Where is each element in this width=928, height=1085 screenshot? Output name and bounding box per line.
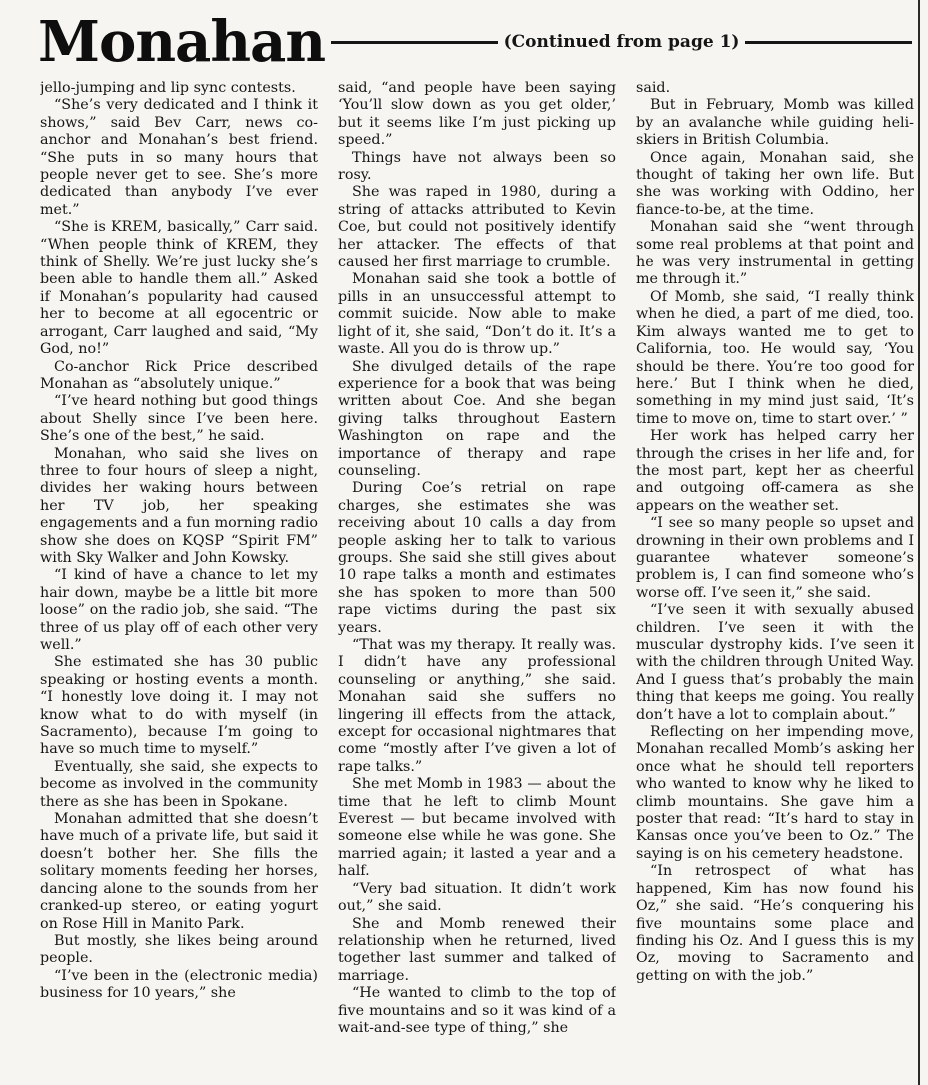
paragraph: Reflecting on her impending move, Monahan recalled Momb’s asking her once what he should tell reporters who wanted to know why he liked to climb mountains. She gave him a poster that read: “It’s hard to stay in Kansas once you’ve been to Oz.” The saying is on his cemetery headstone. (636, 724, 914, 862)
paragraph: “She’s very dedicated and I think it shows,” said Bev Carr, news co-anchor and Monahan’s best friend. “She puts in so many hours that people never get to see. She’s more dedicated than anybody I’ve ever met.” (40, 97, 318, 218)
paragraph: But mostly, she likes being around people. (40, 932, 318, 967)
paragraph: “I’ve been in the (electronic media) business for 10 years,” she (40, 967, 318, 1002)
article-header (38, 4, 918, 80)
paragraph: “That was my therapy. It really was. I didn’t have any professional counseling or anything,” she said. Monahan said she suffers no lingering ill effects from the attack, except for occasional nightmares that come “mostly after I’ve given a lot of rape talks.” (338, 637, 616, 775)
paragraph: “I kind of have a chance to let my hair down, maybe be a little bit more loose” on the radio job, she said. “The three of us play off of each other very well.” (40, 567, 318, 653)
paragraph: But in February, Momb was killed by an avalanche while guiding heli-skiers in British Columbia. (636, 97, 914, 149)
paragraph: She was raped in 1980, during a string of attacks attributed to Kevin Coe, but could not positively identify her attacker. The effects of that caused her first marriage to crumble. (338, 184, 616, 271)
header-rule-right (745, 41, 912, 44)
paragraph: Monahan said she took a bottle of pills in an unsuccessful attempt to commit suicide. Now able to make light of it, she said, “Don’t do it. It’s a waste. All you do is throw up.” (338, 271, 616, 358)
paragraph: She divulged details of the rape experience for a book that was being written about Coe. And she began giving talks throughout Eastern Washington on rape and the importance of therapy and rape counseling. (338, 358, 616, 479)
column-2 (338, 80, 616, 1080)
column-3 (636, 80, 914, 1080)
column-1 (40, 80, 318, 1080)
paragraph: During Coe’s retrial on rape charges, she estimates she was receiving about 10 calls a day from people asking her to talk to various groups. She said she still gives about 10 rape talks a month and estimates she has spoken to more than 500 rape victims during the past six years. (338, 480, 616, 636)
header-rule-left (331, 41, 498, 44)
paragraph: jello-jumping and lip sync contests. (40, 80, 296, 96)
paragraph: She met Momb in 1983 — about the time that he left to climb Mount Everest — but became involved with someone else while he was gone. She married again; it lasted a year and a half. (338, 776, 616, 880)
paragraph: Her work has helped carry her through the crises in her life and, for the most part, kept her as cheerful and outgoing off-camera as she appears on the weather set. (636, 428, 914, 514)
paragraph: “I’ve seen it with sexually abused children. I’ve seen it with the muscular dystrophy kids. I’ve seen it with the children through United Way. And I guess that’s probably the main thing that keeps me going. You really don’t have a lot to complain about.” (636, 602, 914, 723)
paragraph: “Very bad situation. It didn’t work out,” she said. (338, 880, 616, 915)
paragraph: Eventually, she said, she expects to become as involved in the community there as she has been in Spokane. (40, 758, 318, 810)
paragraph: She and Momb renewed their relationship when he returned, lived together last summer and talked of marriage. (338, 915, 616, 984)
article-body (40, 80, 914, 1080)
headline: Monahan (38, 9, 326, 75)
paragraph: said, “and people have been saying ‘You’ll slow down as you get older,’ but it seems like I’m just picking up speed.” (338, 80, 616, 149)
paragraph: She estimated she has 30 public speaking or hosting events a month. “I honestly love doing it. I may not know what to do with myself (in Sacramento), because I’m going to have so much time to myself.” (40, 654, 318, 758)
paragraph: Monahan said she “went through some real problems at that point and he was very instrumental in getting me through it.” (636, 219, 914, 288)
paragraph: Monahan admitted that she doesn’t have much of a private life, but said it doesn’t bother her. She fills the solitary moments feeding her horses, dancing alone to the sounds from her cranked-up stereo, or eating yogurt on Rose Hill in Manito Park. (40, 811, 318, 932)
paragraph: Co-anchor Rick Price described Monahan as “absolutely unique.” (40, 358, 318, 392)
paragraph: “He wanted to climb to the top of five mountains and so it was kind of a wait-and-see type of thing,” she (338, 985, 616, 1036)
paragraph: Monahan, who said she lives on three to four hours of sleep a night, divides her waking hours between her TV job, her speaking engagements and a fun morning radio show she does on KQSP “Spirit FM” with Sky Walker and John Kowsky. (40, 445, 318, 566)
paragraph: Once again, Monahan said, she thought of taking her own life. But she was working with Oddino, her fiance-to-be, at the time. (636, 149, 914, 218)
paragraph: Things have not always been so rosy. (338, 149, 616, 184)
paragraph: “She is KREM, basically,” Carr said. “When people think of KREM, they think of Shelly. We’re just lucky she’s been able to handle them all.” Asked if Monahan’s popularity had caused her to become at all egocentric or arrogant, Carr laughed and said, “My God, no!” (40, 219, 318, 358)
continued-from-label: (Continued from page 1) (503, 32, 740, 52)
paragraph: “In retrospect of what has happened, Kim has now found his Oz,” she said. “He’s conquering his five mountains some place and finding his Oz. And I guess this is my Oz, moving to Sacramento and getting on with the job.” (636, 863, 914, 984)
paragraph: Of Momb, she said, “I really think when he died, a part of me died, too. Kim always wanted me to get to California, too. He would say, ‘You should be there. You’re too good for here.’ But I think when he died, something in my mind just said, ‘It’s time to move on, time to start over.’ ” (636, 288, 914, 427)
column-rule (918, 0, 920, 1085)
paragraph: said. (636, 80, 671, 96)
paragraph: “I see so many people so upset and drowning in their own problems and I guarantee whatever someone’s problem is, I can find someone who’s worse off. I’ve seen it,” she said. (636, 515, 914, 601)
paragraph: “I’ve heard nothing but good things about Shelly since I’ve been here. She’s one of the best,” he said. (40, 393, 318, 445)
